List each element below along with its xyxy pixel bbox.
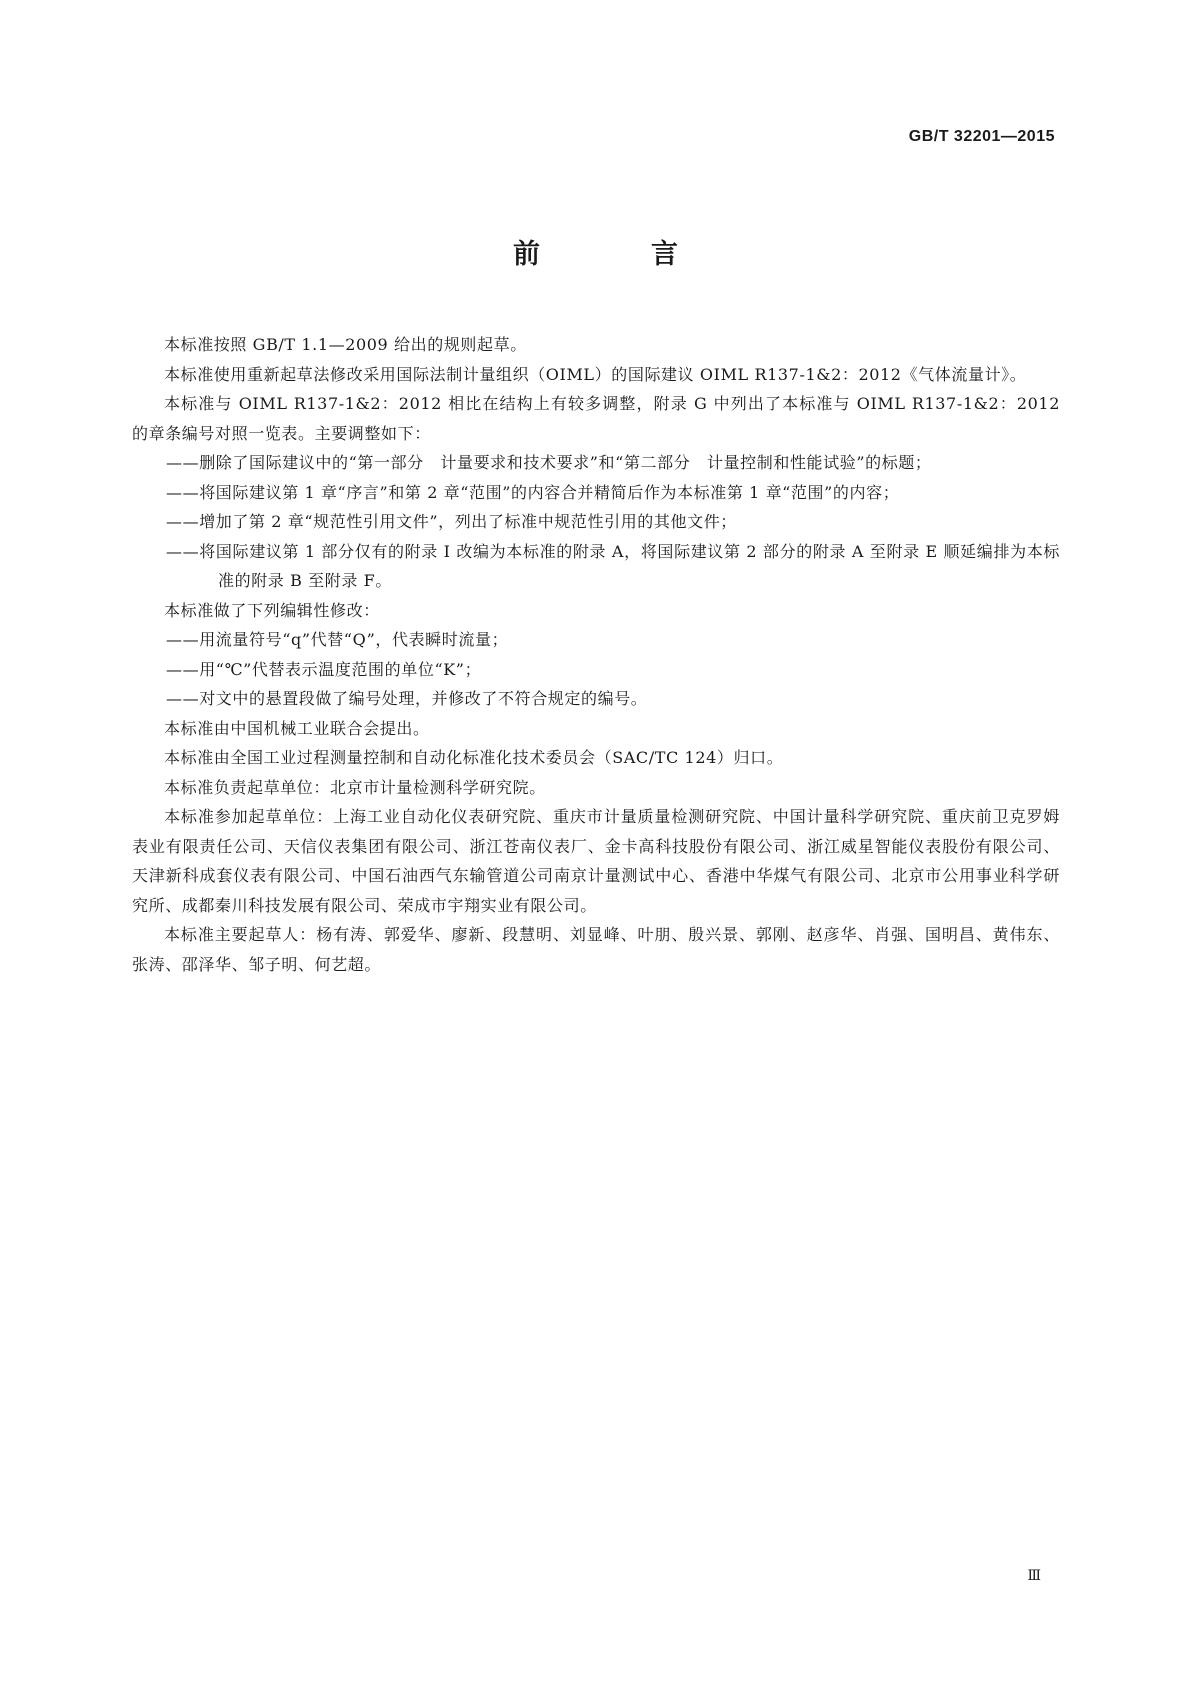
list-item: ——用流量符号“q”代替“Q”，代表瞬时流量；: [166, 630, 509, 649]
page-title: 前 言: [513, 239, 720, 270]
paragraph: 本标准使用重新起草法修改采用国际法制计量组织（OIML）的国际建议 OIML R137-1&2：2012《气体流量计》。: [164, 364, 1027, 384]
standard-number: GB/T 32201—2015: [908, 128, 1055, 145]
paragraph: 本标准由全国工业过程测量控制和自动化标准化技术委员会（SAC/TC 124）归口。: [164, 748, 784, 767]
list-item: ——将国际建议第 1 章“序言”和第 2 章“范围”的内容合并精简后作为本标准第 1 章“范围”的内容；: [166, 482, 900, 502]
paragraph: 本标准做了下列编辑性修改：: [164, 600, 380, 620]
list-item: ——增加了第 2 章“规范性引用文件”，列出了标准中规范性引用的其他文件；: [166, 512, 737, 531]
list-item: ——删除了国际建议中的“第一部分 计量要求和技术要求”和“第二部分 计量控制和性能试验”的标题；: [166, 453, 932, 472]
paragraph: 本标准主要起草人：杨有涛、郭爱华、廖新、段慧明、刘显峰、叶朋、殷兴景、郭刚、赵彦华、肖强、国明昌、黄伟东、张涛、邵泽华、邹子明、何艺超。: [132, 925, 1060, 974]
document-body: [132, 330, 1060, 979]
paragraph: 本标准参加起草单位：上海工业自动化仪表研究院、重庆市计量质量检测研究院、中国计量科学研究院、重庆前卫克罗姆表业有限责任公司、天信仪表集团有限公司、浙江苍南仪表厂、金卡高科技股份有限公司、浙江威星智能仪表股份有限公司、天津新科成套仪表有限公司、中国石油西气东输管道公司南京计量测试中心、香港中华煤气有限公司、北京市公用事业科学研究所、成都秦川科技发展有限公司、荣成市宇翔实业有限公司。: [132, 807, 1060, 915]
list-item: ——对文中的悬置段做了编号处理，并修改了不符合规定的编号。: [166, 689, 648, 708]
paragraph: 本标准负责起草单位：北京市计量检测科学研究院。: [164, 777, 546, 797]
paragraph: 本标准由中国机械工业联合会提出。: [164, 718, 430, 738]
page-number: Ⅲ: [1027, 1568, 1041, 1584]
paragraph: 本标准与 OIML R137-1&2：2012 相比在结构上有较多调整，附录 G 中列出了本标准与 OIML R137-1&2：2012 的章条编号对照一览表。主要调整如下：: [132, 394, 1060, 443]
paragraph: 本标准按照 GB/T 1.1—2009 给出的规则起草。: [164, 335, 527, 354]
list-item: ——将国际建议第 1 部分仅有的附录 I 改编为本标准的附录 A，将国际建议第 2 部分的附录 A 至附录 E 顺延编排为本标准的附录 B 至附录 F。: [166, 541, 1060, 590]
list-item: ——用“℃”代替表示温度范围的单位“K”；: [166, 659, 482, 679]
